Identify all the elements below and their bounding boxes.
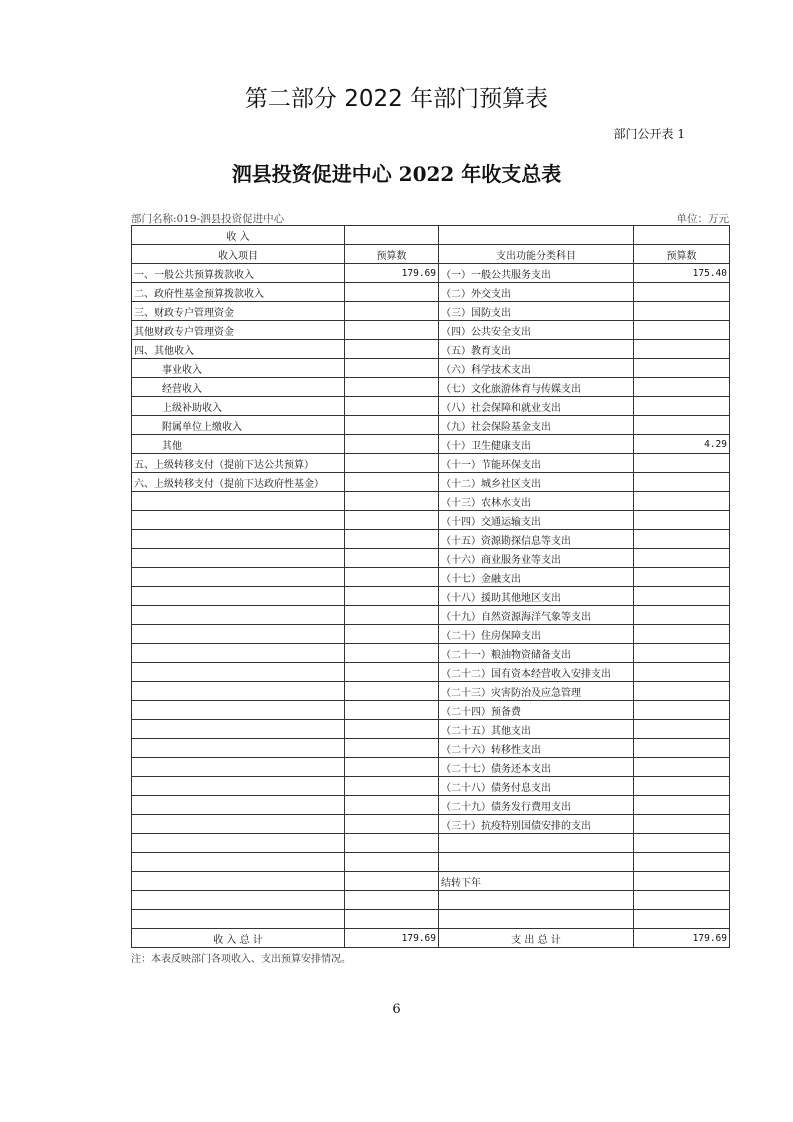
table-row [132,587,730,606]
expense-value-cell [634,549,730,568]
expense-value-cell [634,587,730,606]
income-value-cell [345,302,439,321]
table-row [132,283,730,302]
header-group-row [132,226,730,245]
table-row [132,834,730,853]
income-item-cell [132,853,345,872]
expense-budget-header: 预算数 [634,245,730,264]
table-row [132,796,730,815]
expense-value-cell [634,682,730,701]
income-item-cell: 二、政府性基金预算拨款收入 [132,283,345,302]
table-row [132,264,730,283]
income-value-cell [345,492,439,511]
expense-value-cell [634,701,730,720]
expense-value-cell [634,796,730,815]
expense-value-cell [634,891,730,910]
income-item-cell [132,739,345,758]
expense-item-cell: （三）国防支出 [439,302,634,321]
income-item-cell [132,511,345,530]
table-row [132,530,730,549]
income-value-cell [345,701,439,720]
expense-value-cell [634,340,730,359]
expense-item-cell: （二十九）债务发行费用支出 [439,796,634,815]
expense-value-cell [634,473,730,492]
expense-item-cell: 结转下年 [439,872,634,891]
table-row [132,473,730,492]
income-value-cell [345,321,439,340]
income-item-cell [132,872,345,891]
income-item-cell: 事业收入 [132,359,345,378]
header-blank-cell [345,226,439,245]
expense-value-cell [634,777,730,796]
income-value-cell [345,739,439,758]
expense-value-cell [634,416,730,435]
income-value-cell [345,359,439,378]
table-row [132,378,730,397]
income-item-cell [132,758,345,777]
income-item-cell [132,796,345,815]
expense-item-cell: （二十六）转移性支出 [439,739,634,758]
expense-item-cell: （六）科学技术支出 [439,359,634,378]
income-item-cell [132,701,345,720]
part-title: 第二部分 2022 年部门预算表 [244,86,549,112]
income-item-cell: 其他 [132,435,345,454]
income-budget-header: 预算数 [345,245,439,264]
income-item-cell [132,530,345,549]
income-value-cell [345,644,439,663]
expense-value-cell [634,359,730,378]
income-value-cell [345,283,439,302]
footnote: 注：本表反映部门各项收入、支出预算安排情况。 [131,954,351,965]
expense-value-cell: 175.40 [634,264,730,283]
expense-value-cell [634,302,730,321]
income-item-cell: 经营收入 [132,378,345,397]
expense-total-value: 179.69 [634,929,730,948]
income-value-cell [345,625,439,644]
table-row [132,340,730,359]
table-row [132,321,730,340]
expense-value-cell [634,853,730,872]
table-row [132,910,730,929]
expense-item-cell: （十六）商业服务业等支出 [439,549,634,568]
expense-item-cell: （十九）自然资源海洋气象等支出 [439,606,634,625]
expense-value-cell [634,606,730,625]
table-number: 部门公开表 1 [613,127,685,141]
income-item-cell [132,663,345,682]
table-row [132,435,730,454]
expense-value-cell: 4.29 [634,435,730,454]
expense-item-cell: （八）社会保障和就业支出 [439,397,634,416]
table-row [132,454,730,473]
table-row [132,644,730,663]
expense-item-cell: （五）教育支出 [439,340,634,359]
table-row [132,359,730,378]
expense-item-cell [439,853,634,872]
income-value-cell [345,891,439,910]
budget-summary-table [131,225,730,948]
table-row [132,625,730,644]
income-value-cell [345,853,439,872]
expense-item-cell: （二十二）国有资本经营收入安排支出 [439,663,634,682]
expense-item-cell [439,834,634,853]
table-row [132,511,730,530]
department-name: 部门名称:019-泗县投资促进中心 [131,213,285,225]
income-value-cell [345,549,439,568]
table-row [132,739,730,758]
table-row [132,663,730,682]
income-item-header: 收入项目 [132,245,345,264]
expense-item-cell: （十五）资源勘探信息等支出 [439,530,634,549]
expense-value-cell [634,511,730,530]
income-value-cell [345,720,439,739]
expense-item-cell: （十一）节能环保支出 [439,454,634,473]
income-total-label: 收 入 总 计 [132,929,345,948]
expense-value-cell [634,815,730,834]
table-row [132,758,730,777]
page-number: 6 [392,1002,401,1017]
income-item-cell: 六、上级转移支付（提前下达政府性基金） [132,473,345,492]
expense-item-cell: （二十七）债务还本支出 [439,758,634,777]
expense-item-cell: （二十四）预备费 [439,701,634,720]
table-title: 泗县投资促进中心 2022 年收支总表 [231,162,562,186]
income-item-cell: 五、上级转移支付（提前下达公共预算） [132,454,345,473]
income-value-cell [345,815,439,834]
expense-value-cell [634,397,730,416]
expense-value-cell [634,454,730,473]
expense-item-cell: （十八）援助其他地区支出 [439,587,634,606]
income-value-cell [345,530,439,549]
table-row [132,777,730,796]
income-group-header: 收 入 [132,226,345,245]
expense-item-cell: （一）一般公共服务支出 [439,264,634,283]
income-item-cell [132,815,345,834]
expense-item-cell: （十四）交通运输支出 [439,511,634,530]
income-item-cell [132,492,345,511]
expense-item-cell: （十七）金融支出 [439,568,634,587]
income-value-cell [345,568,439,587]
income-value-cell [345,758,439,777]
expense-value-cell [634,644,730,663]
expense-value-cell [634,720,730,739]
expense-item-cell: （二十八）债务付息支出 [439,777,634,796]
expense-item-cell: （二十一）粮油物资储备支出 [439,644,634,663]
expense-item-cell: （十三）农林水支出 [439,492,634,511]
expense-item-cell: （九）社会保险基金支出 [439,416,634,435]
table-row [132,492,730,511]
expense-value-cell [634,739,730,758]
income-value-cell [345,473,439,492]
total-row [132,929,730,948]
expense-item-cell: （二十五）其他支出 [439,720,634,739]
income-item-cell [132,682,345,701]
expense-item-cell: （二十三）灾害防治及应急管理 [439,682,634,701]
income-value-cell [345,682,439,701]
table-row [132,416,730,435]
expense-value-cell [634,378,730,397]
header-blank-cell [634,226,730,245]
expense-value-cell [634,568,730,587]
expense-item-cell: （二十）住房保障支出 [439,625,634,644]
income-total-value: 179.69 [345,929,439,948]
income-value-cell [345,663,439,682]
table-row [132,302,730,321]
expense-item-header: 支出功能分类科目 [439,245,634,264]
income-item-cell: 其他财政专户管理资金 [132,321,345,340]
table-row [132,872,730,891]
expense-value-cell [634,530,730,549]
income-item-cell: 上级补助收入 [132,397,345,416]
income-item-cell [132,777,345,796]
expense-value-cell [634,625,730,644]
header-row [132,245,730,264]
table-row [132,891,730,910]
expense-item-cell: （七）文化旅游体育与传媒支出 [439,378,634,397]
header-blank-cell [439,226,634,245]
income-value-cell [345,910,439,929]
income-item-cell: 附属单位上缴收入 [132,416,345,435]
table-row [132,682,730,701]
expense-value-cell [634,834,730,853]
expense-total-label: 支 出 总 计 [439,929,634,948]
income-item-cell [132,720,345,739]
table-row [132,720,730,739]
expense-value-cell [634,321,730,340]
expense-item-cell: （四）公共安全支出 [439,321,634,340]
income-value-cell [345,454,439,473]
table-row [132,701,730,720]
income-value-cell [345,511,439,530]
income-value-cell [345,606,439,625]
expense-value-cell [634,492,730,511]
expense-item-cell [439,891,634,910]
table-row [132,606,730,625]
expense-value-cell [634,872,730,891]
table-row [132,853,730,872]
income-value-cell [345,397,439,416]
income-value-cell [345,777,439,796]
income-item-cell [132,606,345,625]
expense-value-cell [634,663,730,682]
income-item-cell: 三、财政专户管理资金 [132,302,345,321]
table-row [132,549,730,568]
income-value-cell [345,435,439,454]
income-value-cell [345,872,439,891]
income-item-cell [132,834,345,853]
income-item-cell [132,587,345,606]
income-item-cell: 一、一般公共预算拨款收入 [132,264,345,283]
expense-item-cell: （二）外交支出 [439,283,634,302]
income-item-cell: 四、其他收入 [132,340,345,359]
income-item-cell [132,625,345,644]
income-value-cell [345,416,439,435]
expense-value-cell [634,910,730,929]
income-value-cell [345,340,439,359]
expense-value-cell [634,283,730,302]
table-row [132,815,730,834]
income-value-cell: 179.69 [345,264,439,283]
table-row [132,568,730,587]
income-item-cell [132,910,345,929]
income-item-cell [132,549,345,568]
income-value-cell [345,834,439,853]
income-value-cell [345,796,439,815]
table-row [132,397,730,416]
expense-item-cell: （三十）抗疫特别国债安排的支出 [439,815,634,834]
unit-label: 单位：万元 [676,213,729,225]
income-value-cell [345,378,439,397]
income-item-cell [132,568,345,587]
income-item-cell [132,644,345,663]
expense-item-cell: （十二）城乡社区支出 [439,473,634,492]
expense-value-cell [634,758,730,777]
expense-item-cell [439,910,634,929]
expense-item-cell: （十）卫生健康支出 [439,435,634,454]
income-item-cell [132,891,345,910]
income-value-cell [345,587,439,606]
